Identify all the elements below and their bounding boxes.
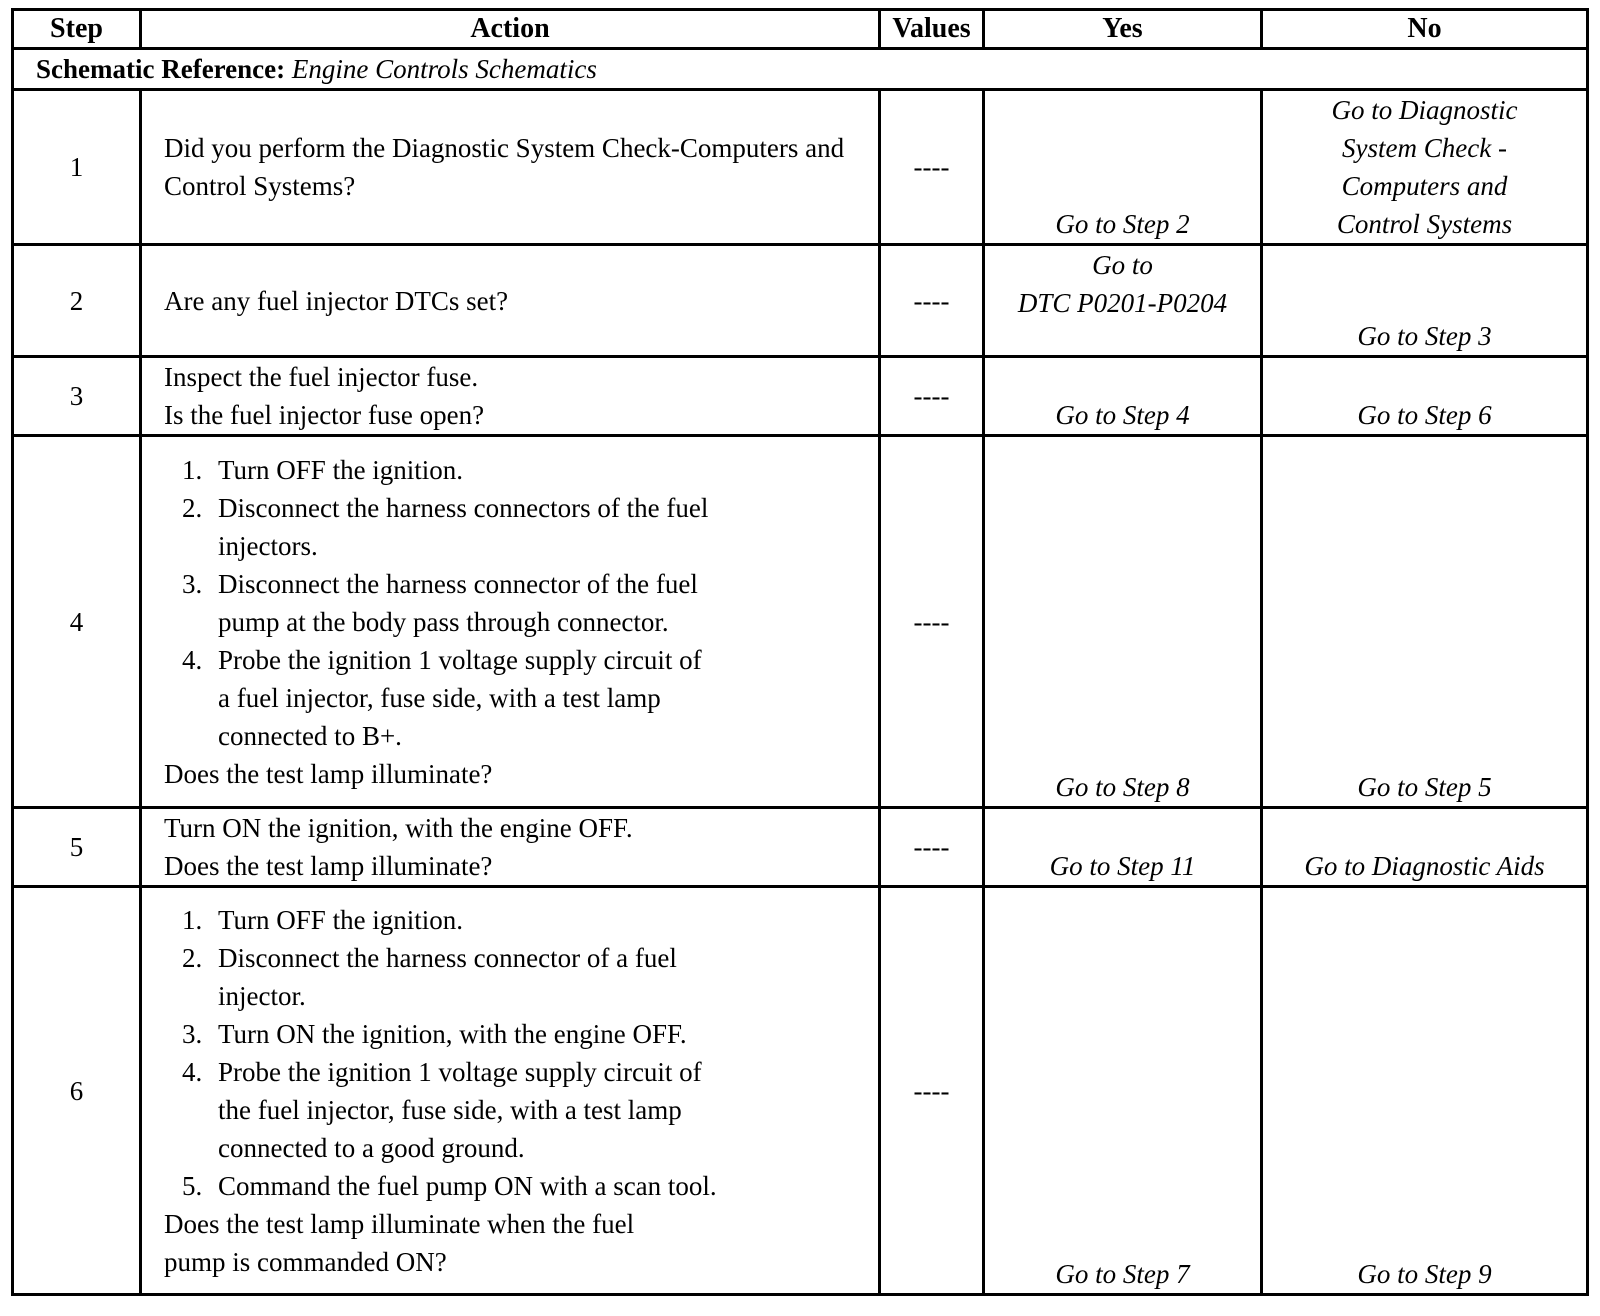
action-cell [141, 357, 880, 436]
table-row [13, 245, 1588, 357]
action-question: Does the test lamp illuminate when the fuel pump is commanded ON? [164, 1208, 635, 1277]
yes-link[interactable]: Go to Step 4 [1055, 400, 1190, 430]
yes-cell [984, 357, 1262, 436]
no-cell [1262, 357, 1588, 436]
yes-link[interactable]: Go to Step 2 [1055, 209, 1190, 239]
no-cell [1262, 887, 1588, 1295]
table-row [13, 436, 1588, 808]
action-cell [141, 245, 880, 357]
substep: 4. Probe the ignition 1 voltage supply circuit of a fuel injector, fuse side, with a test lamp connected to B+. [182, 644, 702, 751]
step-number: 5 [13, 808, 141, 887]
values-cell: ---- [880, 357, 984, 436]
yes-link[interactable]: Go to Step 11 [1049, 851, 1196, 881]
yes-cell [984, 90, 1262, 245]
step-number: 3 [13, 357, 141, 436]
no-link[interactable]: Go to Step 5 [1357, 772, 1492, 802]
no-link-line[interactable]: System Check - [1342, 133, 1507, 163]
header-yes: Yes [984, 10, 1262, 49]
action-cell [141, 90, 880, 245]
substep: 3. Disconnect the harness connector of the fuel pump at the body pass through connector. [182, 568, 698, 637]
yes-cell [984, 245, 1262, 357]
substep: 3. Turn ON the ignition, with the engine OFF. [182, 1018, 687, 1049]
values-cell: ---- [880, 887, 984, 1295]
action-question: Does the test lamp illuminate? [164, 851, 493, 881]
no-cell [1262, 436, 1588, 808]
yes-cell [984, 887, 1262, 1295]
no-cell [1262, 245, 1588, 357]
header-action: Action [141, 10, 880, 49]
schematic-value: Engine Controls Schematics [291, 54, 597, 84]
action-cell [141, 436, 880, 808]
table-row [13, 90, 1588, 245]
table-row [13, 808, 1588, 887]
schematic-label: Schematic Reference: [36, 54, 286, 84]
yes-cell [984, 436, 1262, 808]
step-number: 2 [13, 245, 141, 357]
schematic-reference [13, 49, 1588, 90]
values-cell: ---- [880, 436, 984, 808]
values-cell: ---- [880, 245, 984, 357]
substep-list [164, 901, 870, 1205]
yes-cell [984, 808, 1262, 887]
substep: 1. Turn OFF the ignition. [182, 454, 464, 485]
no-link[interactable]: Go to Step 6 [1357, 400, 1492, 430]
header-row [13, 10, 1588, 49]
step-number: 6 [13, 887, 141, 1295]
no-cell [1262, 90, 1588, 245]
no-link-line[interactable]: Computers and [1341, 171, 1508, 201]
yes-link[interactable]: Go to Step 7 [1055, 1259, 1190, 1289]
no-link[interactable]: Go to Step 9 [1357, 1259, 1492, 1289]
schematic-row [13, 49, 1588, 90]
action-question: Does the test lamp illuminate? [164, 758, 493, 789]
no-link-line[interactable]: Go to Diagnostic [1331, 95, 1518, 125]
no-link[interactable]: Go to Diagnostic Aids [1304, 851, 1545, 881]
substep: 1. Turn OFF the ignition. [182, 904, 464, 935]
action-text: Did you perform the Diagnostic System Check-Computers and Control Systems? [164, 133, 845, 201]
header-no: No [1262, 10, 1588, 49]
substep: 2. Disconnect the harness connector of a fuel injector. [182, 942, 677, 1011]
table-row [13, 357, 1588, 436]
substep: 5. Command the fuel pump ON with a scan tool. [182, 1170, 717, 1201]
yes-link[interactable]: Go to Step 8 [1055, 772, 1190, 802]
substep-list [164, 451, 870, 755]
step-number: 1 [13, 90, 141, 245]
yes-link-line[interactable]: Go to [1092, 250, 1153, 280]
header-step: Step [13, 10, 141, 49]
yes-link-line[interactable]: DTC P0201-P0204 [1017, 288, 1228, 318]
no-link[interactable]: Go to Step 3 [1357, 321, 1492, 351]
action-text: Turn ON the ignition, with the engine OFF. [164, 813, 633, 843]
action-text: Inspect the fuel injector fuse. [164, 362, 479, 392]
action-text: Are any fuel injector DTCs set? [164, 285, 509, 316]
table-row [13, 887, 1588, 1295]
action-cell [141, 808, 880, 887]
values-cell: ---- [880, 808, 984, 887]
no-link-line[interactable]: Control Systems [1336, 209, 1513, 239]
step-number: 4 [13, 436, 141, 808]
header-values: Values [880, 10, 984, 49]
values-cell: ---- [880, 90, 984, 245]
action-cell [141, 887, 880, 1295]
diagnostic-table [11, 8, 1589, 1296]
action-question: Is the fuel injector fuse open? [164, 400, 485, 430]
substep: 2. Disconnect the harness connectors of the fuel injectors. [182, 492, 709, 561]
no-cell [1262, 808, 1588, 887]
substep: 4. Probe the ignition 1 voltage supply circuit of the fuel injector, fuse side, with a test lamp connected to a good ground. [182, 1056, 702, 1163]
